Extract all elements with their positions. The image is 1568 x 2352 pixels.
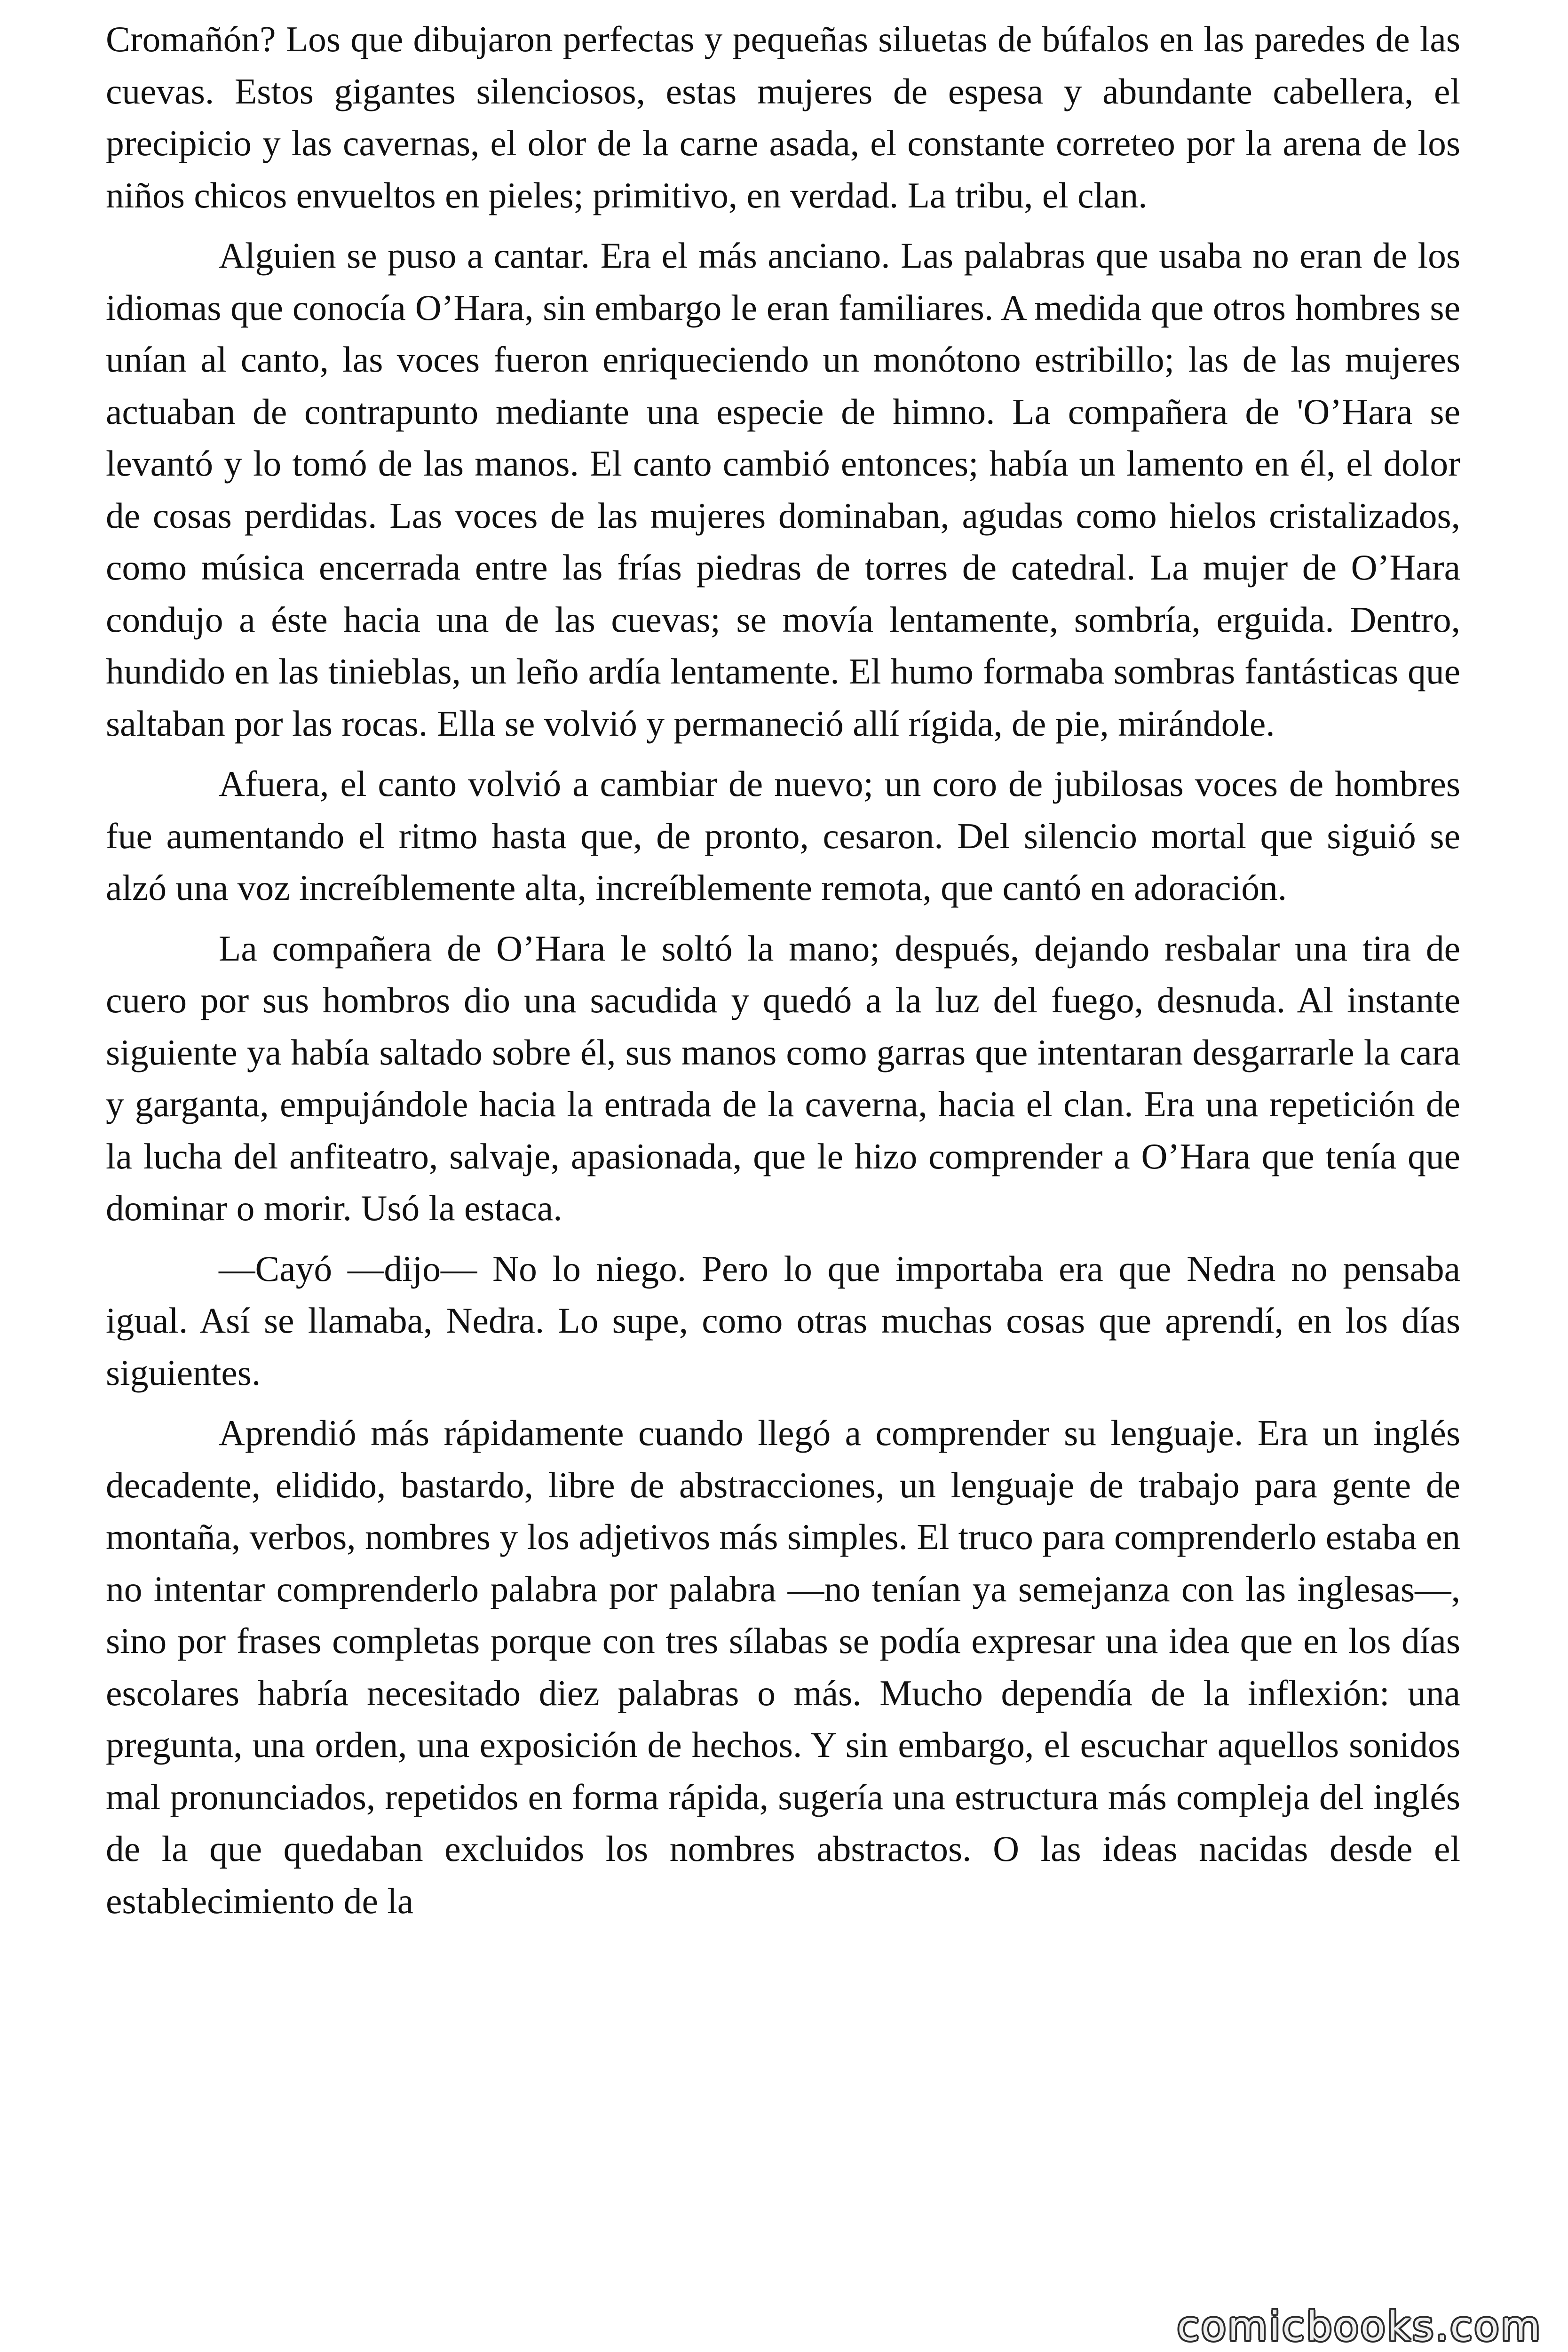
site-watermark: comicbooks.com (1177, 2303, 1542, 2350)
paragraph-5: —Cayó —dijo— No lo niego. Pero lo que importaba era que Nedra no pensaba igual. Así se llamaba, Nedra. Lo supe, como otras muchas cosas que aprendí, en los días siguientes. (106, 1248, 1460, 1393)
body-text (106, 13, 1460, 1935)
paragraph-4: La compañera de O’Hara le soltó la mano; después, dejando resbalar una tira de cuero por sus hombros dio una sacudida y quedó a la luz del fuego, desnuda. Al instante siguiente ya había saltado sobre él, sus manos como garras que intentaran desgarrarle la cara y garganta, empujándole hacia la entrada de la caverna, hacia el clan. Era una repetición de la lucha del anfiteatro, salvaje, apasionada, que le hizo comprender a O’Hara que tenía que dominar o morir. Usó la estaca. (106, 928, 1460, 1228)
paragraph-2: Alguien se puso a cantar. Era el más anciano. Las palabras que usaba no eran de los idiomas que conocía O’Hara, sin embargo le eran familiares. A medida que otros hombres se unían al canto, las voces fueron enriqueciendo un monótono estribillo; las de las mujeres actuaban de contrapunto mediante una especie de himno. La compañera de 'O’Hara se levantó y lo tomó de las manos. El canto cambió entonces; había un lamento en él, el dolor de cosas perdidas. Las voces de las mujeres dominaban, agudas como hielos cristalizados, como música encerrada entre las frías piedras de torres de catedral. La mujer de O’Hara condujo a éste hacia una de las cuevas; se movía lentamente, sombría, erguida. Dentro, hundido en las tinieblas, un leño ardía lentamente. El humo formaba sombras fantásticas que saltaban por las rocas. Ella se volvió y permaneció allí rígida, de pie, mirándole. (106, 235, 1460, 744)
paragraph-3: Afuera, el canto volvió a cambiar de nuevo; un coro de jubilosas voces de hombres fue aumentando el ritmo hasta que, de pronto, cesaron. Del silencio mortal que siguió se alzó una voz increíblemente alta, increíblemente remota, que cantó en adoración. (106, 763, 1460, 908)
paragraph-6: Aprendió más rápidamente cuando llegó a comprender su lenguaje. Era un inglés decadente, elidido, bastardo, libre de abstracciones, un lenguaje de trabajo para gente de montaña, verbos, nombres y los adjetivos más simples. El truco para comprenderlo estaba en no intentar comprenderlo palabra por palabra —no tenían ya semejanza con las inglesas—, sino por frases completas porque con tres sílabas se podía expresar una idea que en los días escolares habría necesitado diez palabras o más. Mucho dependía de la inflexión: una pregunta, una orden, una exposición de hechos. Y sin embargo, el escuchar aquellos sonidos mal pronunciados, repetidos en forma rápida, sugería una estructura más compleja del inglés de la que quedaban excluidos los nombres abstractos. O las ideas nacidas desde el establecimiento de la (106, 1413, 1460, 1921)
paragraph-1: Cromañón? Los que dibujaron perfectas y pequeñas siluetas de búfalos en las paredes de las cuevas. Estos gigantes silenciosos, estas mujeres de espesa y abundante cabellera, el precipicio y las cavernas, el olor de la carne asada, el constante correteo por la arena de los niños chicos envueltos en pieles; primitivo, en verdad. La tribu, el clan. (106, 19, 1460, 215)
